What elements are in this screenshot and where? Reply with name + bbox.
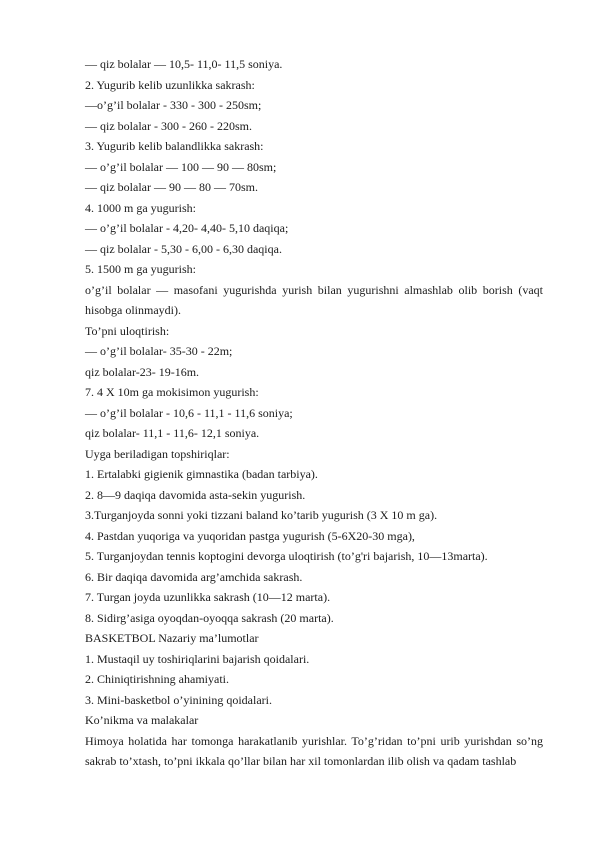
section-heading-skills: Ko’nikma va malakalar <box>85 713 199 727</box>
text-line: 7. 4 X 10m ga mokisimon yugurish: <box>85 385 259 399</box>
text-line: 3. Yugurib kelib balandlikka sakrash: <box>85 139 264 153</box>
document-body <box>85 54 543 772</box>
text-line: — qiz bolalar - 5,30 - 6,00 - 6,30 daqiqa. <box>85 241 282 256</box>
text-line: — o’g’il bolalar - 10,6 - 11,1 - 11,6 soniya; <box>85 405 293 420</box>
text-line: 4. 1000 m ga yugurish: <box>85 200 196 215</box>
text-line: — o’g’il bolalar- 35-30 - 22m; <box>85 344 233 358</box>
list-item: 6. Bir daqiqa davomida arg’amchida sakrash. <box>85 569 303 584</box>
text-line: qiz bolalar-23- 19-16m. <box>85 364 200 379</box>
text-line: —o’g’il bolalar - 330 - 300 - 250sm; <box>85 98 262 112</box>
text-line: — qiz bolalar — 10,5- 11,0- 11,5 soniya. <box>85 57 283 71</box>
text-line: qiz bolalar- 11,1 - 11,6- 12,1 soniya. <box>85 426 260 440</box>
section-heading-homework: Uyga beriladigan topshiriqlar: <box>85 446 230 461</box>
list-item: 1. Mustaqil uy toshiriqlarini bajarish qoidalari. <box>85 651 310 666</box>
list-item: 2. 8—9 daqiqa davomida asta-sekin yugurish. <box>85 487 306 502</box>
text-line: — qiz bolalar — 90 — 80 — 70sm. <box>85 180 258 194</box>
list-item: 3. Mini-basketbol o’yinining qoidalari. <box>85 692 272 707</box>
list-item: 5. Turganjoydan tennis koptogini devorga uloqtirish (to’g'ri bajarish, 10—13marta). <box>85 549 488 563</box>
list-item: 1. Ertalabki gigienik gimnastika (badan tarbiya). <box>85 467 318 481</box>
text-line: — o’g’il bolalar — 100 — 90 — 80sm; <box>85 159 277 174</box>
paragraph-running-note: o’g’il bolalar — masofani yugurishda yurish bilan yugurishni almashlab olib borish (vaqt hisobga olinmaydi). <box>85 282 543 317</box>
section-heading-basketball: BASKETBOL Nazariy ma’lumotlar <box>85 631 259 645</box>
text-line: 2. Yugurib kelib uzunlikka sakrash: <box>85 77 255 92</box>
list-item: 8. Sidirg’asiga oyoqdan-oyoqqa sakrash (20 marta). <box>85 610 334 625</box>
list-item: 4. Pastdan yuqoriga va yuqoridan pastga yugurish (5-6X20-30 mga), <box>85 528 415 543</box>
text-line: — o’g’il bolalar - 4,20- 4,40- 5,10 daqiqa; <box>85 221 289 235</box>
paragraph-defense: Himoya holatida har tomonga harakatlanib yurishlar. To’g’ridan to’pni urib yurishdan so’ng sakrab to’xtash, to’pni ikkala qo’llar bilan har xil tomonlardan ilib olish va qadam tashlab <box>85 733 543 768</box>
list-item: 7. Turgan joyda uzunlikka sakrash (10—12 marta). <box>85 590 331 604</box>
text-line: — qiz bolalar - 300 - 260 - 220sm. <box>85 118 252 133</box>
text-line: To’pni uloqtirish: <box>85 323 170 338</box>
list-item: 2. Chiniqtirishning ahamiyati. <box>85 672 229 686</box>
text-line: 5. 1500 m ga yugurish: <box>85 262 196 276</box>
list-item: 3.Turganjoyda sonni yoki tizzani baland ko’tarib yugurish (3 X 10 m ga). <box>85 508 438 522</box>
